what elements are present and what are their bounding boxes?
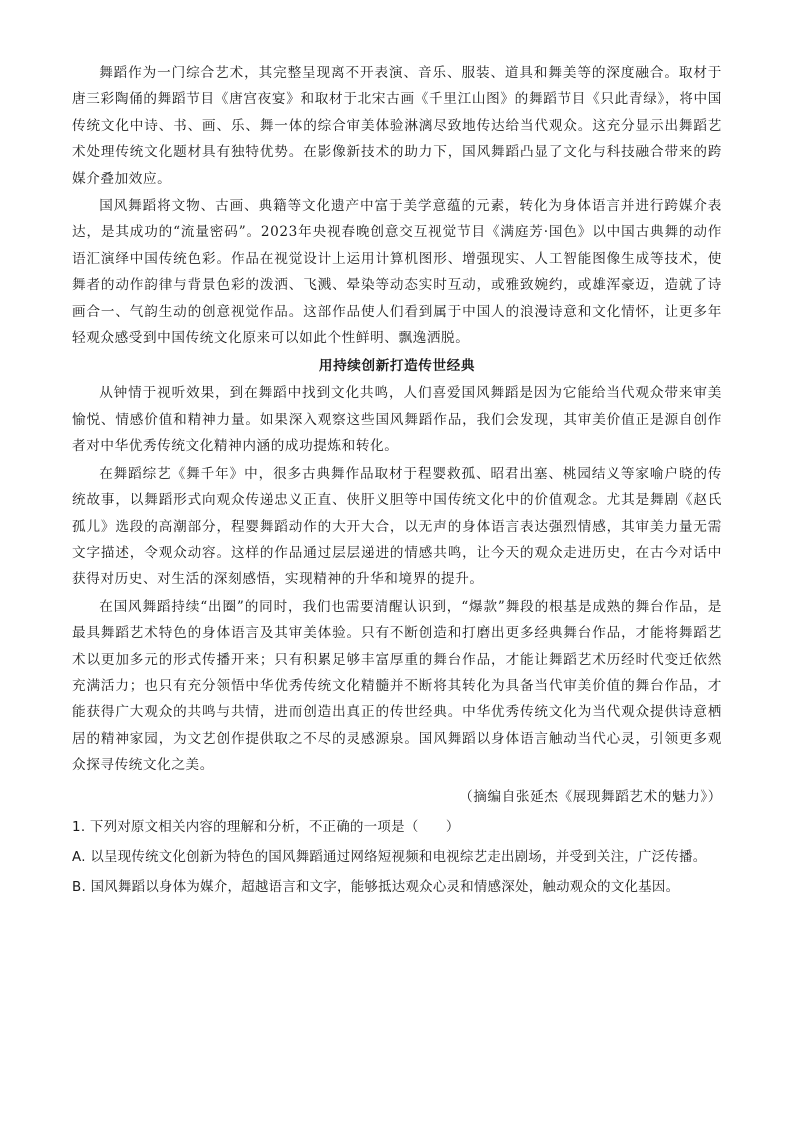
article-paragraph-5: 在国风舞蹈持续“出圈”的同时，我们也需要清醒认识到，“爆款”舞段的根基是成熟的舞台作品，是最具舞蹈艺术特色的身体语言及其审美体验。只有不断创造和打磨出更多经典舞台作品，才能将舞蹈艺术以更加多元的形式传播开来；只有积累足够丰富厚重的舞台作品，才能让舞蹈艺术历经时代变迁依然充满活力；也只有充分领悟中华优秀传统文化精髓并不断将其转化为具备当代审美价值的舞台作品，才能获得广大观众的共鸣与共情，进而创造出真正的传世经典。中华优秀传统文化为当代观众提供诗意栖居的精神家园，为文艺创作提供取之不尽的灵感源泉。国风舞蹈以身体语言触动当代心灵，引领更多观众探寻传统文化之美。	[72, 598, 722, 774]
option-a: A. 以呈现传统文化创新为特色的国风舞蹈通过网络短视频和电视综艺走出剧场，并受到关注，广泛传播。	[72, 849, 707, 865]
article-paragraph-3: 从钟情于视听效果，到在舞蹈中找到文化共鸣，人们喜爱国风舞蹈是因为它能给当代观众带来审美愉悦、情感价值和精神力量。如果深入观察这些国风舞蹈作品，我们会发现，其审美价值正是源自创作者对中华优秀传统文化精神内涵的成功提炼和转化。	[72, 385, 722, 455]
section-heading: 用持续创新打造传世经典	[318, 358, 476, 375]
article-paragraph-2: 国风舞蹈将文物、古画、典籍等文化遗产中富于美学意蕴的元素，转化为身体语言并进行跨媒介表达，是其成功的“流量密码”。2023年央视春晚创意交互视觉节目《满庭芳·国色》以中国古典舞的动作语汇演绎中国传统色彩。作品在视觉设计上运用计算机图形、增强现实、人工智能图像生成等技术，使舞者的动作韵律与背景色彩的泼洒、飞溅、晕染等动态实时互动，或雅致婉约，或雄浑豪迈，造就了诗画合一、气韵生动的创意视觉作品。这部作品使人们看到属于中国人的浪漫诗意和文化情怀，让更多年轻观众感受到中国传统文化原来可以如此个性鲜明、飘逸洒脱。	[72, 198, 722, 347]
option-b: B. 国风舞蹈以身体为媒介，超越语言和文字，能够抵达观众心灵和情感深处，触动观众的文化基因。	[72, 879, 680, 895]
article-paragraph-4: 在舞蹈综艺《舞千年》中，很多古典舞作品取材于程婴救孤、昭君出塞、桃园结义等家喻户晓的传统故事，以舞蹈形式向观众传递忠义正直、侠肝义胆等中国传统文化中的价值观念。尤其是舞剧《赵氏孤儿》选段的高潮部分，程婴舞蹈动作的大开大合，以无声的身体语言表达强烈情感，其审美力量无需文字描述，令观众动容。这样的作品通过层层递进的情感共鸣，让今天的观众走进历史，在古今对话中获得对历史、对生活的深刻感悟，实现精神的升华和境界的提升。	[72, 465, 722, 588]
document-page	[72, 60, 722, 903]
article-paragraph-1: 舞蹈作为一门综合艺术，其完整呈现离不开表演、音乐、服装、道具和舞美等的深度融合。取材于唐三彩陶俑的舞蹈节目《唐宫夜宴》和取材于北宋古画《千里江山图》的舞蹈节目《只此青绿》，将中国传统文化中诗、书、画、乐、舞一体的综合审美体验淋漓尽致地传达给当代观众。这充分显示出舞蹈艺术处理传统文化题材具有独特优势。在影像新技术的助力下，国风舞蹈凸显了文化与科技融合带来的跨媒介叠加效应。	[72, 65, 722, 187]
question-stem: 1. 下列对原文相关内容的理解和分析，不正确的一项是（ ）	[72, 819, 460, 835]
article-source: （摘编自张延杰《展现舞蹈艺术的魅力》）	[459, 788, 722, 805]
